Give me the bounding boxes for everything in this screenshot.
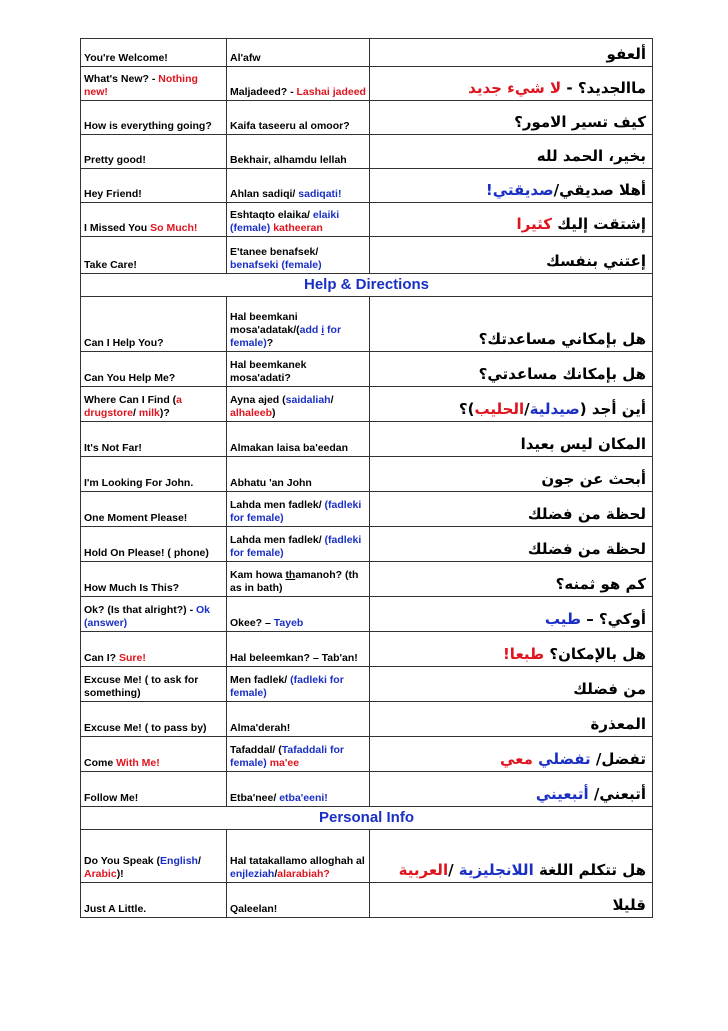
english-phrase-cell <box>81 237 227 274</box>
english-phrase-cell <box>81 135 227 169</box>
text-segment: لا شيء جديد <box>468 79 562 97</box>
text-segment: Bekhair, alhamdu lellah <box>230 154 347 166</box>
text-segment: Sure! <box>119 652 146 664</box>
english-phrase-cell <box>81 702 227 737</box>
text-segment: th <box>285 569 296 581</box>
text-segment: أتبعني/ <box>588 785 646 803</box>
text-segment: Where Can I Find ( <box>84 394 177 406</box>
text-segment: Kam howa <box>230 569 286 581</box>
phrase-table <box>80 38 653 918</box>
arabic-phrase-cell <box>370 562 653 597</box>
text-segment: Can You Help Me? <box>84 372 176 384</box>
text-segment: إشتقت إليك <box>552 215 646 233</box>
phrase-row <box>81 237 653 274</box>
text-segment: أين أجد ( <box>579 400 646 418</box>
arabic-phrase-cell <box>370 527 653 562</box>
english-phrase-cell <box>81 883 227 918</box>
arabic-phrase-cell <box>370 39 653 67</box>
text-segment: Ok (answer) <box>84 604 211 629</box>
text-segment: قليلا <box>612 896 646 914</box>
text-segment: English <box>160 855 198 867</box>
text-segment: Can I Help You? <box>84 337 164 349</box>
text-segment: With Me! <box>116 757 160 769</box>
text-segment: Tayeb <box>273 617 304 629</box>
text-segment: Excuse Me! ( to ask for something) <box>84 674 199 699</box>
transliteration-cell <box>227 169 370 203</box>
arabic-phrase-cell <box>370 422 653 457</box>
arabic-phrase-cell <box>370 169 653 203</box>
arabic-phrase-cell <box>370 203 653 237</box>
english-phrase-cell <box>81 169 227 203</box>
text-segment: صديقتي! <box>485 181 554 199</box>
english-phrase-cell <box>81 562 227 597</box>
text-segment: milk <box>138 407 160 419</box>
help-group <box>81 297 653 807</box>
phrase-row <box>81 883 653 918</box>
text-segment: / <box>197 855 201 867</box>
english-phrase-cell <box>81 352 227 387</box>
text-segment: (fadleki for female) <box>230 499 362 524</box>
text-segment: Hold On Please! ( phone) <box>84 547 209 559</box>
english-phrase-cell <box>81 830 227 883</box>
phrase-row <box>81 39 653 67</box>
transliteration-cell <box>227 67 370 101</box>
english-phrase-cell <box>81 492 227 527</box>
arabic-phrase-cell <box>370 737 653 772</box>
text-segment: ماالجديد؟ - <box>561 79 646 97</box>
arabic-phrase-cell <box>370 667 653 702</box>
text-segment: One Moment Please! <box>84 512 188 524</box>
phrase-row <box>81 387 653 422</box>
help-section <box>81 274 653 297</box>
text-segment: هل بالإمكان؟ <box>544 645 646 663</box>
text-segment: (fadleki for female) <box>230 674 344 699</box>
english-phrase-cell <box>81 527 227 562</box>
text-segment: تفضلي <box>538 750 591 768</box>
phrase-row <box>81 667 653 702</box>
personal-section <box>81 807 653 830</box>
transliteration-cell <box>227 237 370 274</box>
phrase-row <box>81 597 653 632</box>
text-segment: etba'eeni! <box>279 792 328 804</box>
text-segment: You're Welcome! <box>84 52 168 64</box>
phrase-row <box>81 632 653 667</box>
text-segment: Tafaddali for female) <box>230 744 344 769</box>
text-segment: Excuse Me! ( to pass by) <box>84 722 207 734</box>
text-segment: أهلا صديقي/ <box>553 181 646 199</box>
text-segment: Lahda men fadlek/ <box>230 499 325 511</box>
text-segment: أبحث عن جون <box>541 470 646 488</box>
arabic-phrase-cell <box>370 702 653 737</box>
transliteration-cell <box>227 737 370 772</box>
text-segment: المكان ليس بعيدا <box>520 435 646 453</box>
text-segment: هل تتكلم اللغة <box>533 861 646 879</box>
text-segment: Al'afw <box>230 52 261 64</box>
text-segment: benafseki (female) <box>230 259 322 271</box>
text-segment: ألعفو <box>606 45 646 63</box>
text-segment: katheeran <box>273 222 323 234</box>
english-phrase-cell <box>81 422 227 457</box>
text-segment: Hal beemkanek mosa'adati? <box>230 359 307 384</box>
transliteration-cell <box>227 457 370 492</box>
text-segment: هل بإمكاني مساعدتك؟ <box>478 330 646 348</box>
phrase-row <box>81 492 653 527</box>
personal-group <box>81 830 653 918</box>
text-segment: )! <box>116 868 124 880</box>
text-segment: تفضل/ <box>590 750 646 768</box>
section-header-row <box>81 274 653 297</box>
arabic-phrase-cell <box>370 632 653 667</box>
text-segment: Just A Little. <box>84 903 147 915</box>
text-segment: It's Not Far! <box>84 442 142 454</box>
text-segment: العربية <box>398 861 449 879</box>
text-segment: Qaleelan! <box>230 903 278 915</box>
arabic-phrase-cell <box>370 352 653 387</box>
text-segment: ? <box>266 337 274 349</box>
transliteration-cell <box>227 101 370 135</box>
text-segment: / <box>448 861 459 879</box>
transliteration-cell <box>227 632 370 667</box>
text-segment: / <box>330 394 334 406</box>
phrase-row <box>81 67 653 101</box>
text-segment: Alma'derah! <box>230 722 291 734</box>
text-segment: How is everything going? <box>84 120 212 132</box>
arabic-phrase-cell <box>370 457 653 492</box>
text-segment: i <box>321 324 325 336</box>
text-segment: alarabiah? <box>277 868 330 880</box>
text-segment: Kaifa taseeru al omoor? <box>230 120 350 132</box>
arabic-phrase-cell <box>370 101 653 135</box>
text-segment: Arabic <box>84 868 117 880</box>
english-phrase-cell <box>81 297 227 352</box>
english-phrase-cell <box>81 737 227 772</box>
transliteration-cell <box>227 597 370 632</box>
text-segment: ) <box>272 407 276 419</box>
text-segment: لحظة من فضلك <box>527 540 646 558</box>
text-segment: إعتني بنفسك <box>546 252 646 270</box>
text-segment: Hal beleemkan? – Tab'an! <box>230 652 358 664</box>
phrase-row <box>81 702 653 737</box>
transliteration-cell <box>227 667 370 702</box>
text-segment: Men fadlek/ <box>230 674 291 686</box>
text-segment: So Much! <box>150 222 198 234</box>
english-phrase-cell <box>81 387 227 422</box>
arabic-phrase-cell <box>370 883 653 918</box>
text-segment: / <box>274 868 278 880</box>
text-segment: Do You Speak ( <box>84 855 161 867</box>
english-phrase-cell <box>81 39 227 67</box>
section-header-row <box>81 807 653 830</box>
greetings-group <box>81 39 653 274</box>
text-segment: Ok? (Is that alright?) - <box>84 604 196 616</box>
transliteration-cell <box>227 39 370 67</box>
text-segment: الحليب <box>474 400 525 418</box>
phrase-row <box>81 527 653 562</box>
text-segment: a drugstore <box>84 394 183 419</box>
phrase-row <box>81 297 653 352</box>
text-segment: Abhatu 'an John <box>230 477 312 489</box>
text-segment: Almakan laisa ba'eedan <box>230 442 349 454</box>
text-segment: Come <box>84 757 117 769</box>
text-segment: لحظة من فضلك <box>527 505 646 523</box>
arabic-phrase-cell <box>370 67 653 101</box>
arabic-phrase-cell <box>370 387 653 422</box>
text-segment: amanoh? (th as in bath) <box>230 569 359 594</box>
text-segment: I Missed You <box>84 222 151 234</box>
text-segment: enjleziah <box>230 868 275 880</box>
text-segment: Take Care! <box>84 259 137 271</box>
text-segment: Pretty good! <box>84 154 146 166</box>
arabic-phrase-cell <box>370 830 653 883</box>
arabic-phrase-cell <box>370 135 653 169</box>
text-segment: Eshtaqto elaika/ <box>230 209 313 221</box>
text-segment: add <box>299 324 322 336</box>
phrase-row <box>81 352 653 387</box>
text-segment: كثيرا <box>516 215 552 233</box>
phrase-row <box>81 457 653 492</box>
english-phrase-cell <box>81 632 227 667</box>
transliteration-cell <box>227 203 370 237</box>
text-segment: / <box>133 407 139 419</box>
phrase-row <box>81 562 653 597</box>
text-segment: I'm Looking For John. <box>84 477 194 489</box>
text-segment: صيدلية <box>529 400 580 418</box>
transliteration-cell <box>227 387 370 422</box>
phrase-row <box>81 101 653 135</box>
text-segment: Follow Me! <box>84 792 139 804</box>
text-segment: )؟ <box>458 400 475 418</box>
text-segment: أتبعيني <box>535 785 589 803</box>
transliteration-cell <box>227 527 370 562</box>
text-segment: طبعا! <box>502 645 545 663</box>
text-segment: Hal beemkani mosa'adatak/( <box>230 311 300 336</box>
text-segment: Ayna ajed ( <box>230 394 286 406</box>
phrase-row <box>81 772 653 807</box>
text-segment: Can I? <box>84 652 120 664</box>
phrase-row <box>81 203 653 237</box>
transliteration-cell <box>227 772 370 807</box>
text-segment: Ahlan sadiqi/ <box>230 188 299 200</box>
arabic-phrase-cell <box>370 772 653 807</box>
text-segment: من فضلك <box>573 680 646 698</box>
transliteration-cell <box>227 562 370 597</box>
transliteration-cell <box>227 422 370 457</box>
text-segment: المعذرة <box>590 715 646 733</box>
text-segment: كم هو ثمنه؟ <box>555 575 646 593</box>
text-segment: اللانجليزية <box>458 861 534 879</box>
arabic-phrase-cell <box>370 297 653 352</box>
english-phrase-cell <box>81 457 227 492</box>
section-title-help: Help & Directions <box>81 274 653 297</box>
text-segment: Lashai jadeed <box>296 86 366 98</box>
english-phrase-cell <box>81 203 227 237</box>
text-segment: ma'ee <box>269 757 300 769</box>
transliteration-cell <box>227 352 370 387</box>
text-segment: Maljadeed? - <box>230 86 297 98</box>
phrase-row <box>81 737 653 772</box>
text-segment: saidaliah <box>285 394 331 406</box>
section-title-personal: Personal Info <box>81 807 653 830</box>
text-segment: (fadleki for female) <box>230 534 362 559</box>
text-segment: sadiqati! <box>298 188 342 200</box>
text-segment: Hal tatakallamo alloghah al <box>230 855 365 867</box>
arabic-phrase-cell <box>370 237 653 274</box>
text-segment: for female) <box>230 324 342 349</box>
text-segment: elaiki (female) <box>230 209 340 234</box>
text-segment: كيف تسير الامور؟ <box>514 113 646 131</box>
phrase-row <box>81 830 653 883</box>
english-phrase-cell <box>81 772 227 807</box>
transliteration-cell <box>227 135 370 169</box>
transliteration-cell <box>227 297 370 352</box>
transliteration-cell <box>227 883 370 918</box>
phrase-row <box>81 135 653 169</box>
phrase-row <box>81 169 653 203</box>
phrasebook-sheet <box>80 38 652 918</box>
text-segment: هل بإمكانك مساعدتي؟ <box>478 365 646 383</box>
arabic-phrase-cell <box>370 597 653 632</box>
text-segment: Lahda men fadlek/ <box>230 534 325 546</box>
english-phrase-cell <box>81 101 227 135</box>
text-segment: Nothing new! <box>84 73 198 98</box>
text-segment: alhaleeb <box>230 407 273 419</box>
text-segment: Hey Friend! <box>84 188 142 200</box>
text-segment: أوكي؟ – <box>580 610 646 628</box>
text-segment: معي <box>500 750 533 768</box>
text-segment: )? <box>159 407 170 419</box>
phrase-row <box>81 422 653 457</box>
text-segment: طيب <box>544 610 581 628</box>
transliteration-cell <box>227 702 370 737</box>
text-segment: Tafaddal/ ( <box>230 744 282 756</box>
english-phrase-cell <box>81 597 227 632</box>
english-phrase-cell <box>81 667 227 702</box>
arabic-phrase-cell <box>370 492 653 527</box>
text-segment: Etba'nee/ <box>230 792 280 804</box>
transliteration-cell <box>227 492 370 527</box>
text-segment: / <box>524 400 530 418</box>
text-segment: E'tanee benafsek/ <box>230 246 319 258</box>
text-segment: How Much Is This? <box>84 582 180 594</box>
text-segment: بخير، الحمد لله <box>536 147 646 165</box>
text-segment: What's New? - <box>84 73 159 85</box>
transliteration-cell <box>227 830 370 883</box>
english-phrase-cell <box>81 67 227 101</box>
text-segment: Okee? – <box>230 617 274 629</box>
